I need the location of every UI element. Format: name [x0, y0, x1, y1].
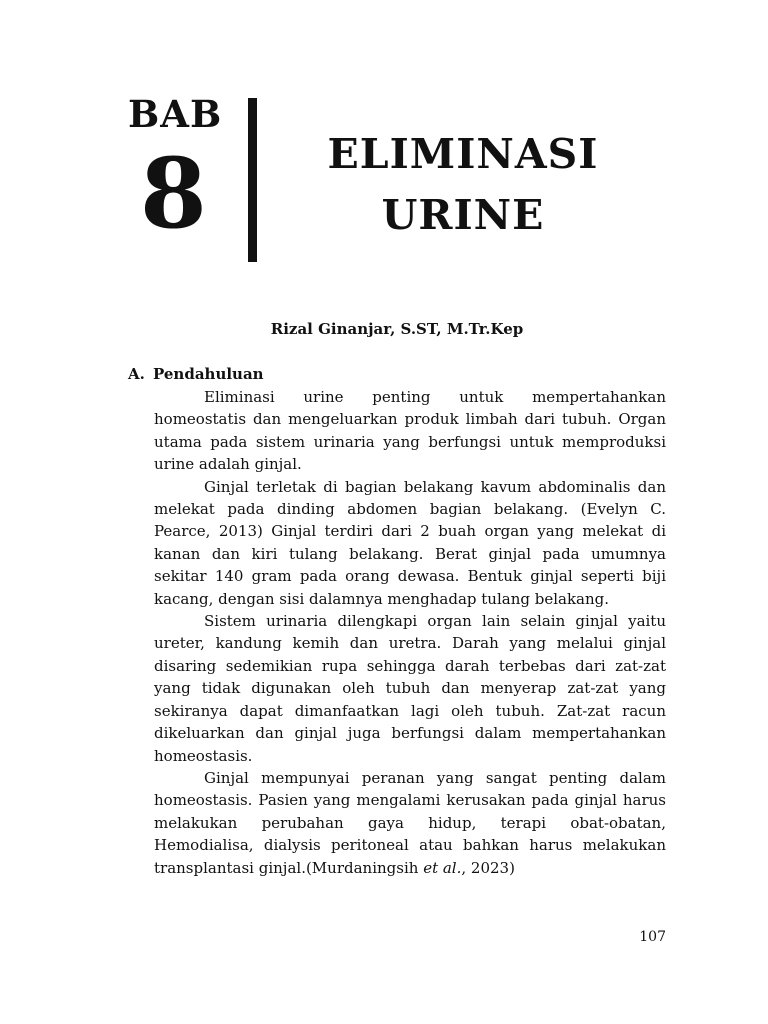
citation-year: , 2023)	[461, 858, 515, 877]
chapter-divider	[248, 98, 257, 262]
paragraph-2: Ginjal terletak di bagian belakang kavum abdominalis dan melekat pada dinding abdomen bagian belakang. (Evelyn C. Pearce, 2013) Ginjal terdiri dari 2 buah organ yang melekat di kanan dan kiri tulang belakang. Berat ginjal pada umumnya sekitar 140 gram pada orang dewasa. Bentuk ginjal seperti biji kacang, dengan sisi dalamnya menghadap tulang belakang.	[154, 477, 666, 608]
chapter-title-line-1: ELIMINASI	[327, 130, 599, 178]
section-title: Pendahuluan	[153, 365, 264, 383]
paragraph-3: Sistem urinaria dilengkapi organ lain selain ginjal yaitu ureter, kandung kemih dan uretra. Darah yang melalui ginjal disaring sedemikian rupa sehingga darah terbebas dari zat-zat yang tidak digunakan oleh tubuh dan menyerap zat-zat yang sekiranya dapat dimanfaatkan lagi oleh tubuh. Zat-zat racun dikeluarkan dan ginjal juga berfungsi dalam mempertahankan homeostasis.	[154, 612, 666, 765]
chapter-number: 8	[140, 137, 207, 250]
chapter-title-line-2: URINE	[381, 191, 545, 239]
body-text	[154, 386, 666, 879]
citation-et-al: et al.	[423, 858, 462, 877]
section-marker: A.	[128, 365, 145, 383]
paragraph-1: Eliminasi urine penting untuk mempertahankan homeostatis dan mengeluarkan produk limbah dari tubuh. Organ utama pada sistem urinaria yang berfungsi untuk memproduksi urine adalah ginjal.	[154, 388, 666, 474]
paragraph-4-text: Ginjal mempunyai peranan yang sangat penting dalam homeostasis. Pasien yang mengalami kerusakan pada ginjal harus melakukan perubahan gaya hidup, terapi obat-obatan, Hemodialisa, dialysis peritoneal atau bahkan harus melakukan transplantasi ginjal.(Murdaningsih	[154, 768, 666, 877]
chapter-label: BAB	[128, 92, 223, 136]
section-heading	[128, 365, 264, 383]
page-number: 107	[639, 929, 666, 945]
author-name: Rizal Ginanjar, S.ST, M.Tr.Kep	[270, 320, 524, 338]
chapter-title	[290, 124, 636, 246]
paragraph-4	[154, 767, 666, 879]
